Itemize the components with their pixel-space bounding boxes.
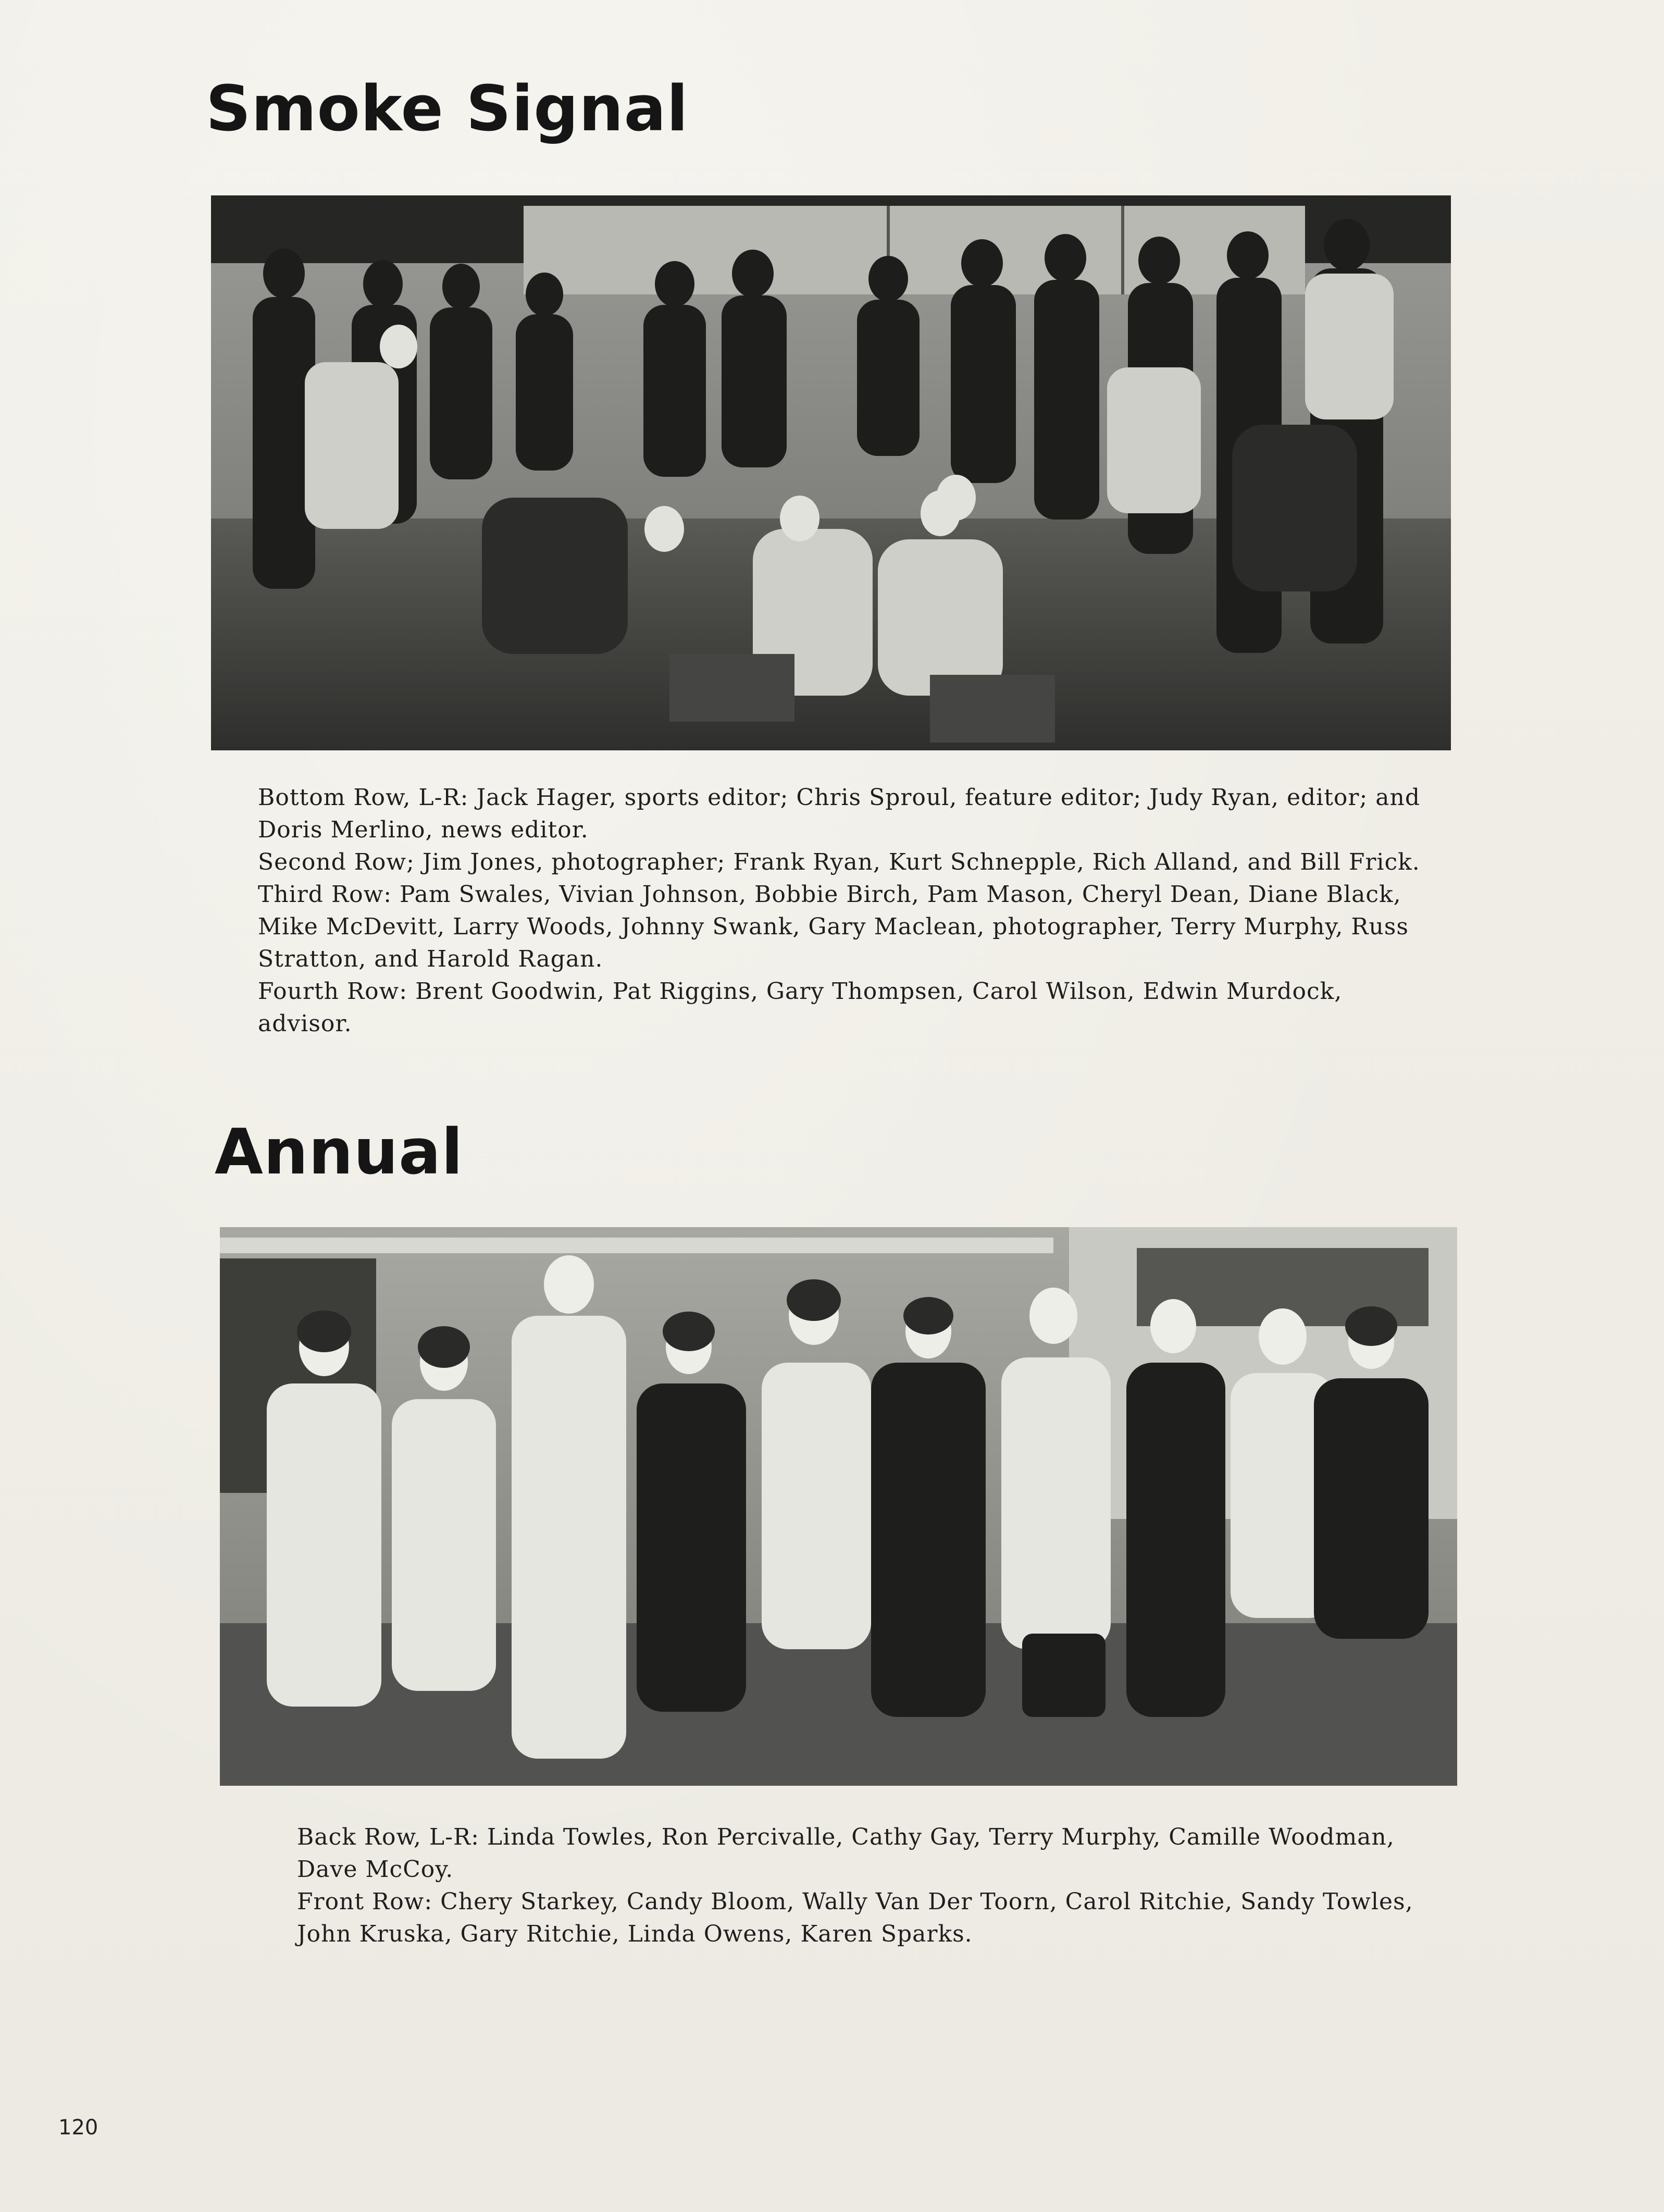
smoke-signal-heading: Smoke Signal (206, 73, 689, 145)
annual-group-photo (220, 1227, 1457, 1786)
smoke-signal-group-photo (211, 195, 1451, 750)
annual-caption (297, 1821, 1443, 1950)
annual-heading: Annual (215, 1116, 464, 1189)
caption-line-back-row: Back Row, L-R: Linda Towles, Ron Percivalle, Cathy Gay, Terry Murphy, Camille Woodman, Dave McCoy. (297, 1824, 1395, 1883)
caption-line-bottom-row: Bottom Row, L-R: Jack Hager, sports editor; Chris Sproul, feature editor; Judy Ryan, editor; and Doris Merlino, news editor. (258, 784, 1420, 843)
caption-line-fourth-row: Fourth Row: Brent Goodwin, Pat Riggins, Gary Thompsen, Carol Wilson, Edwin Murdock, advisor. (258, 978, 1343, 1037)
caption-line-third-row: Third Row: Pam Swales, Vivian Johnson, Bobbie Birch, Pam Mason, Cheryl Dean, Diane Black, Mike McDevitt, Larry Woods, Johnny Swank, Gary Maclean, photographer, Terry Murphy, Russ Stratton, and Harold Ragan. (258, 881, 1409, 972)
caption-line-second-row: Second Row; Jim Jones, photographer; Frank Ryan, Kurt Schnepple, Rich Alland, and Bill Frick. (258, 849, 1420, 875)
page-number: 120 (58, 2116, 98, 2140)
caption-line-front-row: Front Row: Chery Starkey, Candy Bloom, Wally Van Der Toorn, Carol Ritchie, Sandy Towles, John Kruska, Gary Ritchie, Linda Owens, Karen Sparks. (297, 1888, 1413, 1947)
smoke-signal-caption (258, 782, 1435, 1040)
